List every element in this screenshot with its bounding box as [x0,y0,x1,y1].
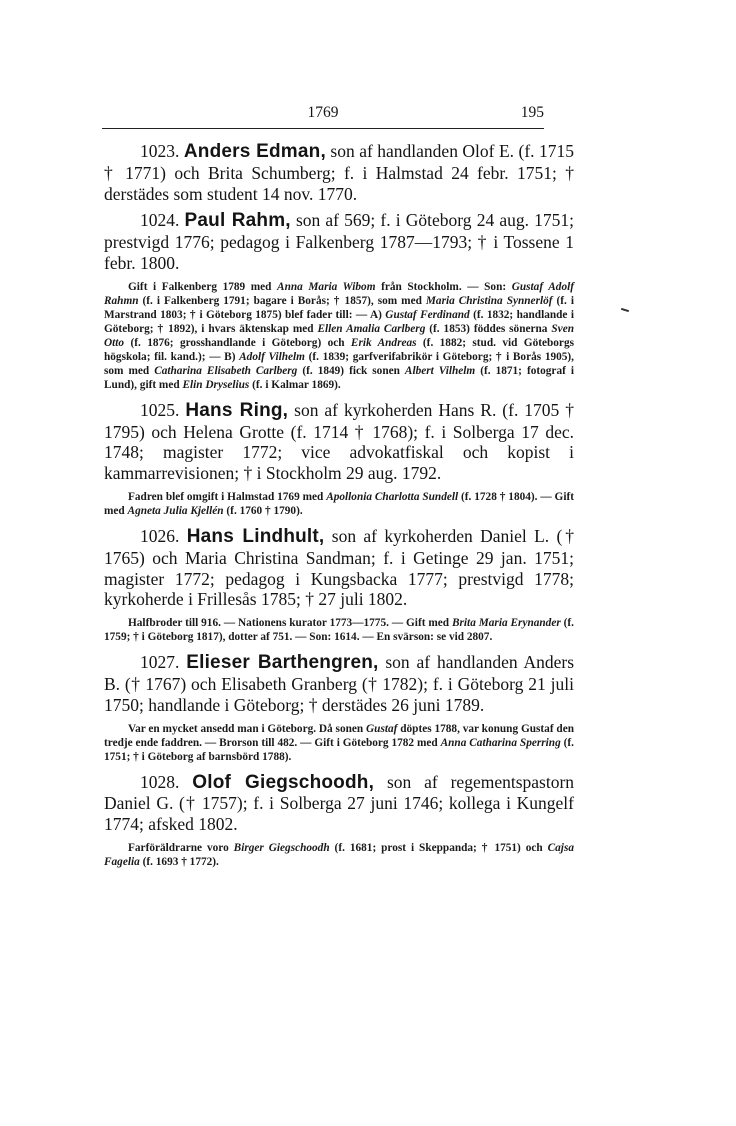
note-text: (f. 1728 † 1804). — Gift med [104,490,574,517]
note-name: Albert Vilhelm [404,364,476,377]
entry-text: son af kyrkoherden Hans R. (f. 1705 † 1795) och Helena Grotte (f. 1714 † 1768); f. i Solberga 17 dec. 1748; magister 1772; vice advokatfiskal och kopist i kammarrevisionen; † i Stockholm 29 aug. 1792. [104,399,575,484]
entry-name: Paul Rahm, [184,210,291,232]
entry-text: son af regementspastorn Daniel G. († 1757); f. i Solberga 27 juni 1746; kollega i Kungelf 1774; afsked 1802. [104,771,575,835]
entry-1024 [104,210,574,273]
note-name: Sven Otto [104,322,574,349]
page-number: 195 [520,104,544,121]
entry-1025 [104,400,574,484]
entry-text: son af kyrkoherden Daniel L. († 1765) och Maria Christina Sandman; f. i Getinge 29 jan. 1751; magister 1772; pedagog i Kungsbacka 1777; prestvigd 1778; kyrkoherde i Frillesås 1785; † 27 juli 1802. [104,525,575,610]
note-name: Anna Catharina Sperring [440,736,561,749]
note-text: från Stockholm. — Son: [375,280,512,293]
page-content [104,141,574,877]
note-text: (f. i Kalmar 1869). [249,378,341,391]
note-text: (f. 1693 † 1772). [139,855,219,868]
note-name: Agneta Julia Kjellén [127,504,224,517]
note-text: Halfbroder till 916. — Nationens kurator 1773—1775. — Gift med [128,617,452,630]
note-text: (f. 1832; handlande i Göteborg; † 1892), i hvars äktenskap med [104,308,574,335]
note-text: (f. 1871; fotograf i Lund), gift med [104,364,575,391]
entry-text: son af handlanden Anders B. († 1767) och Elisabeth Granberg († 1782); f. i Göteborg 21 juli 1750; handlande i Göteborg; † derstädes 26 juni 1789. [104,652,575,715]
entry-number: 1024. [140,210,180,231]
note-name: Cajsa Fagelia [104,841,574,868]
note-name: Catharina Elisabeth Carlberg [154,364,298,377]
note-text: (f. 1876; grosshandlande i Göteborg) och [124,336,351,349]
entry-number: 1026. [140,525,180,546]
note-text: (f. i Falkenberg 1791; bagare i Borås; † 1857), som med [138,294,426,307]
entry-name: Olof Giegschoodh, [192,771,375,793]
note-name: Elin Dryselius [182,378,250,391]
note-name: Anna Maria Wibom [277,280,376,293]
note-text: (f. 1681; prost i Skeppanda; † 1751) och [329,841,548,854]
entry-name: Hans Lindhult, [186,525,325,547]
note-name: Birger Giegschoodh [233,841,330,854]
note-text: döptes 1788, var konung Gustaf den tredje ende faddren. — Brorson till 482. — Gift i Göteborg 1782 med [104,722,574,749]
entry-number: 1023. [140,141,180,161]
entry-note [104,841,574,869]
entry-text: son af 569; f. i Göteborg 24 aug. 1751; prestvigd 1776; pedagog i Falkenberg 1787—1793; † i Tossene 1 febr. 1800. [104,210,574,273]
entry-text: son af handlanden Olof E. (f. 1715 † 1771) och Brita Schumberg; f. i Halmstad 24 febr. 1751; † derstädes som student 14 nov. 1770. [104,141,575,204]
note-name: Brita Maria Erynander [451,617,561,630]
entry-note [104,280,574,392]
entry-number: 1028. [140,771,180,792]
note-name: Maria Christina Synnerlöf [425,294,553,307]
note-text: Fadren blef omgift i Halmstad 1769 med [128,490,327,503]
page-header [102,102,544,129]
note-name: Erik Andreas [350,336,417,349]
entry-number: 1027. [140,652,180,673]
margin-mark [621,308,629,312]
note-name: Apollonia Charlotta Sundell [326,490,459,503]
note-text: (f. 1760 † 1790). [223,504,303,517]
note-name: Gustaf [366,722,398,735]
note-text: (f. 1849) fick sonen [297,364,405,377]
entry-name: Elieser Barthengren, [186,652,379,674]
note-name: Gustaf Ferdinand [385,308,470,321]
entry-1027 [104,652,574,715]
entry-name: Anders Edman, [183,141,326,162]
note-text: (f. 1882; stud. vid Göteborgs högskola; fil. kand.); — B) [104,336,574,363]
header-year: 1769 [307,104,339,121]
entry-note [104,722,574,764]
entry-1023 [104,141,574,204]
note-text: (f. 1759; † i Göteborg 1817), dotter af 751. — Son: 1614. — En svärson: se vid 2807. [104,617,574,644]
note-name: Gustaf Adolf Rahmn [104,280,574,307]
note-text: (f. 1751; † i Göteborg af barnsbörd 1788). [104,736,574,763]
note-text: Var en mycket ansedd man i Göteborg. Då sonen [128,722,367,735]
note-text: (f. i Marstrand 1803; † i Göteborg 1875) blef fader till: — A) [104,294,574,321]
entry-name: Hans Ring, [185,399,289,421]
note-name: Ellen Amalia Carlberg [317,322,426,335]
note-text: Farföräldrarne voro [128,841,234,854]
entry-1028 [104,772,574,835]
entry-note [104,616,574,644]
note-text: (f. 1839; garfverifabrikör i Göteborg; † i Borås 1905), som med [104,350,574,377]
entry-1026 [104,526,574,610]
note-text: Gift i Falkenberg 1789 med [128,280,278,293]
note-name: Adolf Vilhelm [239,350,305,363]
entry-number: 1025. [140,399,180,420]
note-text: (f. 1853) föddes sönerna [425,322,552,335]
entry-note [104,490,574,518]
